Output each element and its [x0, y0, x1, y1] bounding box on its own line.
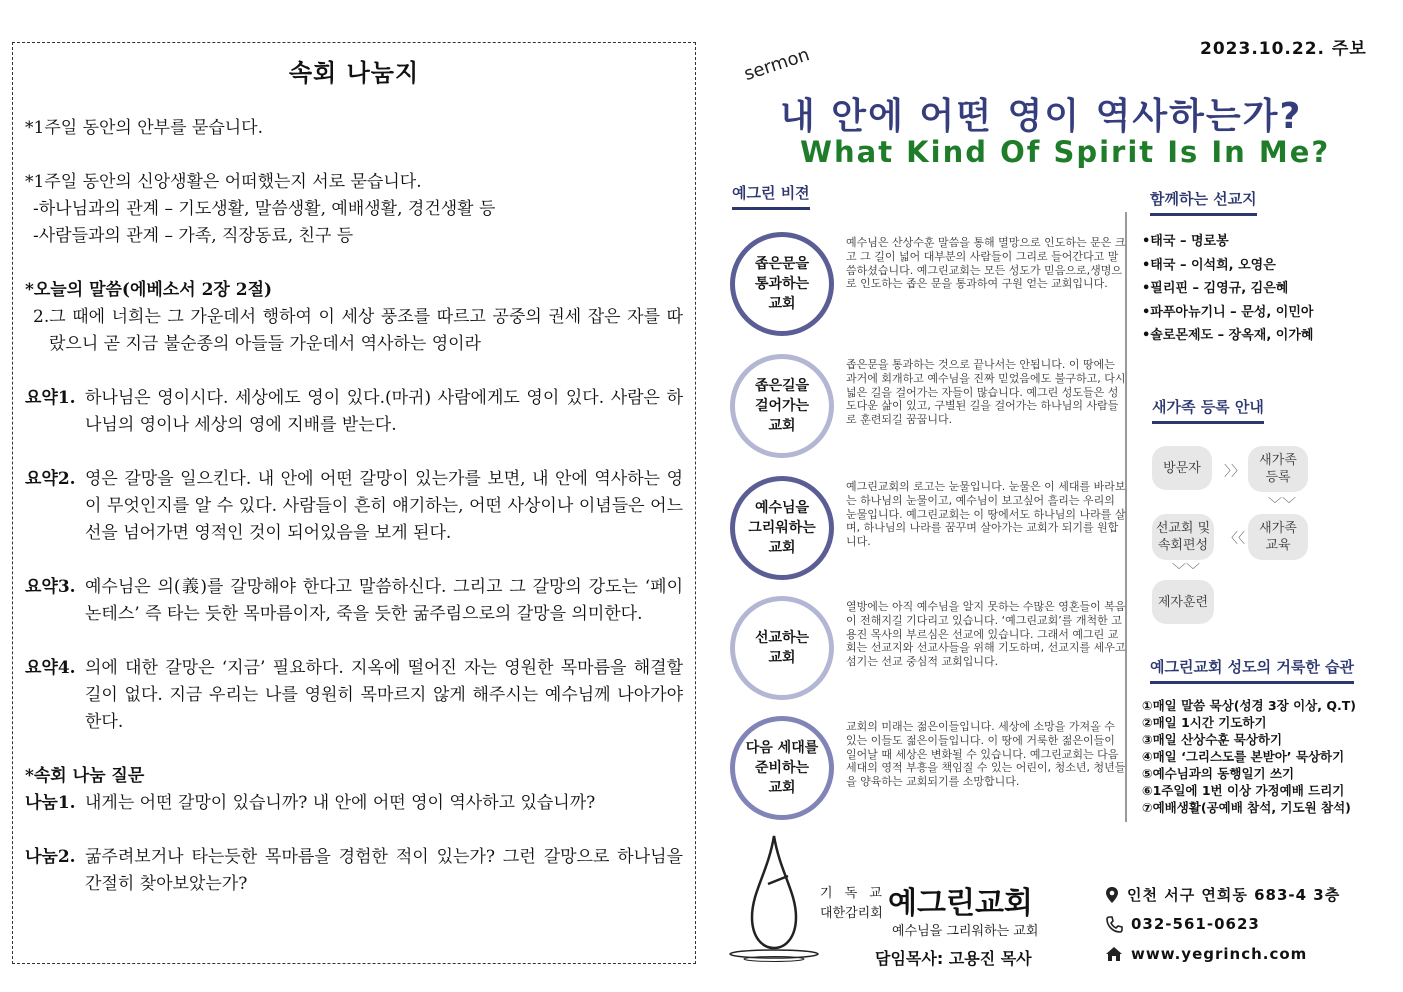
vision-text: 교회의 미래는 젊은이들입니다. 세상에 소망을 가져올 수 있는 이들도 젊은이들입니다. 이 땅에 거룩한 젊은이들이 일어날 때 세상은 변화될 수 있습니다. 예그린교회는 다음 세대의 영적 부흥을 책임질 수 있는 어린이, 청소년, 청년들을 양육하는 교회되기를 소망합니다. [846, 720, 1126, 789]
summary-label: 요약4. [25, 658, 76, 678]
church-website[interactable]: www.yegrinch.com [1131, 945, 1308, 963]
vision-heading: 예그린 비젼 [732, 182, 810, 210]
mission-heading: 함께하는 선교지 [1150, 188, 1257, 216]
flow-arrow-left: 〈〈 [1224, 531, 1245, 547]
habits-list [1142, 697, 1356, 816]
habit-item: ④매일 ‘그리스도를 본받아’ 묵상하기 [1142, 749, 1345, 764]
church-address: 인천 서구 연희동 683-4 3층 [1127, 886, 1341, 904]
sharing-label: 나눔1. [25, 793, 76, 813]
habit-item: ③매일 산상수훈 묵상하기 [1142, 732, 1283, 747]
summary-label: 요약1. [25, 388, 76, 408]
summary-text: 예수님은 의(義)를 갈망해야 한다고 말씀하신다. 그리고 그 갈망의 강도는 ‘페이논테스’ 즉 타는 듯한 목마름이자, 죽을 듯한 굶주림으로의 갈망을 의미한다. [85, 577, 683, 624]
website-row [1105, 945, 1307, 963]
mission-item: •태국 – 이석희, 오영은 [1142, 257, 1276, 273]
scripture-text: 2.그 때에 너희는 그 가운데서 행하여 이 세상 풍조를 따르고 공중의 권세 잡은 자를 따랐으니 곧 지금 불순종의 아들들 가운데서 역사하는 영이라 [33, 307, 683, 354]
vision-circle: 예수님을 그리워하는 교회 [730, 476, 834, 580]
question-god-relation: -하나님과의 관계 – 기도생활, 말씀생활, 예배생활, 경건생활 등 [33, 199, 496, 219]
mission-item: •파푸아뉴기니 – 문성, 이민아 [1142, 304, 1314, 320]
vision-item [730, 476, 1130, 588]
vision-item [730, 596, 1130, 708]
sharing-text: 내게는 어떤 갈망이 있습니까? 내 안에 어떤 영이 역사하고 있습니까? [85, 793, 596, 813]
sharing-label: 나눔2. [25, 847, 76, 867]
summary-item [25, 574, 683, 628]
phone-icon [1105, 915, 1123, 933]
sermon-title-korean: 내 안에 어떤 영이 역사하는가? [780, 96, 1303, 137]
question-people-relation: -사람들과의 관계 – 가족, 직장동료, 친구 등 [33, 226, 354, 246]
sharing-sheet [12, 42, 696, 964]
sheet-body [25, 115, 683, 898]
habit-item: ⑥1주일에 1번 이상 가정예배 드리기 [1142, 783, 1345, 798]
vision-text: 열방에는 아직 예수님을 알지 못하는 수많은 영혼들이 복음이 전해지길 기다리고 있습니다. ‘예그린교회’를 개척한 고용진 목사의 부르심은 선교에 있습니다. 그래서 예그린 교회는 선교지와 선교사들을 위해 기도하며, 선교지를 세우고 섬기는 선교 중심적 교회입니다. [846, 600, 1126, 669]
question-faith-life: *1주일 동안의 신앙생활은 어떠했는지 서로 묻습니다. [25, 172, 422, 192]
sharing-heading: *속회 나눔 질문 [25, 766, 145, 786]
vision-item [730, 232, 1130, 344]
flow-education: 새가족 교육 [1248, 514, 1308, 560]
mission-item: •태국 – 명로봉 [1142, 234, 1229, 249]
address-row [1105, 884, 1340, 905]
question-greeting: *1주일 동안의 안부를 묻습니다. [25, 118, 263, 138]
vision-item [730, 716, 1130, 828]
habit-item: ①매일 말씀 묵상(성경 3장 이상, Q.T) [1142, 698, 1356, 713]
sharing-item [25, 790, 683, 817]
scripture-heading: *오늘의 말씀(에베소서 2장 2절) [25, 280, 273, 300]
summary-item [25, 466, 683, 547]
sermon-title-english: What Kind Of Spirit Is In Me? [800, 135, 1331, 169]
phone-row [1105, 915, 1260, 933]
vision-text: 좁은문을 통과하는 것으로 끝나서는 안됩니다. 이 땅에는 과거에 회개하고 예수님을 진짜 믿었음에도 불구하고, 다시 넓은 길을 걸어가는 자들이 많습니다. 예그린 성도들은 성도다운 삶이 있고, 구별된 길을 걸어가는 하나님의 사람들로 훈련되길 꿈꿉니다. [846, 358, 1126, 427]
habit-item: ⑦예배생활(공예배 참석, 기도원 참석) [1142, 800, 1351, 815]
vision-item [730, 354, 1130, 466]
logo-denomination-bottom: 대한감리회 [820, 906, 883, 921]
summary-item [25, 385, 683, 439]
summary-label: 요약3. [25, 577, 76, 597]
vision-text: 예수님은 산상수훈 말씀을 통해 멸망으로 인도하는 문은 크고 그 길이 넓어 대부분의 사람들이 그리로 들어간다고 말씀하셨습니다. 예그린교회는 모든 성도가 믿음으로,생명으로 인도하는 좁은 문을 통과하여 구원 얻는 교회입니다. [846, 236, 1126, 291]
flow-visitor: 방문자 [1152, 446, 1212, 490]
vision-text: 예그린교회의 로고는 눈물입니다. 눈물은 이 세대를 바라보는 하나님의 눈물이고, 예수님이 보고싶어 흘리는 우리의 눈물입니다. 예그린교회는 이 땅에서도 하나님의 나라를 살며, 하나님의 나라를 꿈꾸며 살아가는 교회가 되기를 원합니다. [846, 480, 1126, 549]
flow-arrow-down: ﹀﹀ [1172, 563, 1200, 579]
newcomer-heading: 새가족 등록 안내 [1152, 396, 1264, 424]
sharing-text: 굶주려보거나 타는듯한 목마름을 경험한 적이 있는가? 그런 갈망으로 하나님을 간절히 찾아보았는가? [85, 847, 683, 894]
flow-register: 새가족 등록 [1248, 446, 1308, 492]
flow-discipleship: 제자훈련 [1152, 580, 1214, 624]
flow-arrow-down: ﹀﹀ [1268, 497, 1296, 513]
vision-circle: 좁은길을 걸어가는 교회 [730, 354, 834, 458]
flow-arrow-right: 〉〉 [1224, 464, 1245, 480]
sheet-title: 속회 나눔지 [288, 58, 420, 87]
sermon-tag: sermon [741, 44, 813, 85]
church-slogan: 예수님을 그리워하는 교회 [892, 924, 1039, 939]
habit-item: ②매일 1시간 기도하기 [1142, 715, 1267, 730]
home-icon [1105, 946, 1123, 962]
flow-assign: 선교회 및 속회편성 [1152, 514, 1214, 560]
mission-list [1142, 230, 1313, 348]
sharing-item [25, 844, 683, 898]
church-name: 예그린교회 [888, 886, 1033, 921]
vision-circle: 다음 세대를 준비하는 교회 [730, 716, 834, 820]
logo-denomination-top: 기 독 교 [820, 886, 886, 901]
mission-item: •솔로몬제도 – 장옥재, 이가혜 [1142, 328, 1314, 343]
church-phone: 032-561-0623 [1131, 915, 1260, 933]
pastor-name: 담임목사: 고용진 목사 [875, 949, 1032, 968]
vision-circle: 선교하는 교회 [730, 596, 834, 700]
summary-label: 요약2. [25, 469, 76, 489]
mission-item: •필리핀 – 김영규, 김은혜 [1142, 281, 1289, 296]
church-logo-icon [728, 832, 820, 962]
summary-text: 하나님은 영이시다. 세상에도 영이 있다.(마귀) 사람에게도 영이 있다. 사람은 하나님의 영이나 세상의 영에 지배를 받는다. [85, 388, 683, 435]
summary-text: 영은 갈망을 일으킨다. 내 안에 어떤 갈망이 있는가를 보면, 내 안에 역사하는 영이 무엇인지를 알 수 있다. 사람들이 흔히 얘기하는, 어떤 사상이나 이념들은 어느 선을 넘어가면 영적인 것이 되어있음을 보게 된다. [85, 469, 683, 543]
vision-circle: 좁은문을 통과하는 교회 [730, 232, 834, 336]
bulletin-date: 2023.10.22. 주보 [1200, 39, 1367, 59]
location-pin-icon [1105, 886, 1119, 904]
habit-item: ⑤예수님과의 동행일기 쓰기 [1142, 766, 1295, 781]
summary-text: 의에 대한 갈망은 ‘지금’ 필요하다. 지옥에 떨어진 자는 영원한 목마름을 해결할 길이 없다. 지금 우리는 나를 영원히 목마르지 않게 해주시는 예수님께 나아가야 한다. [85, 658, 683, 732]
summary-item [25, 655, 683, 736]
habits-heading: 예그린교회 성도의 거룩한 습관 [1150, 656, 1354, 684]
